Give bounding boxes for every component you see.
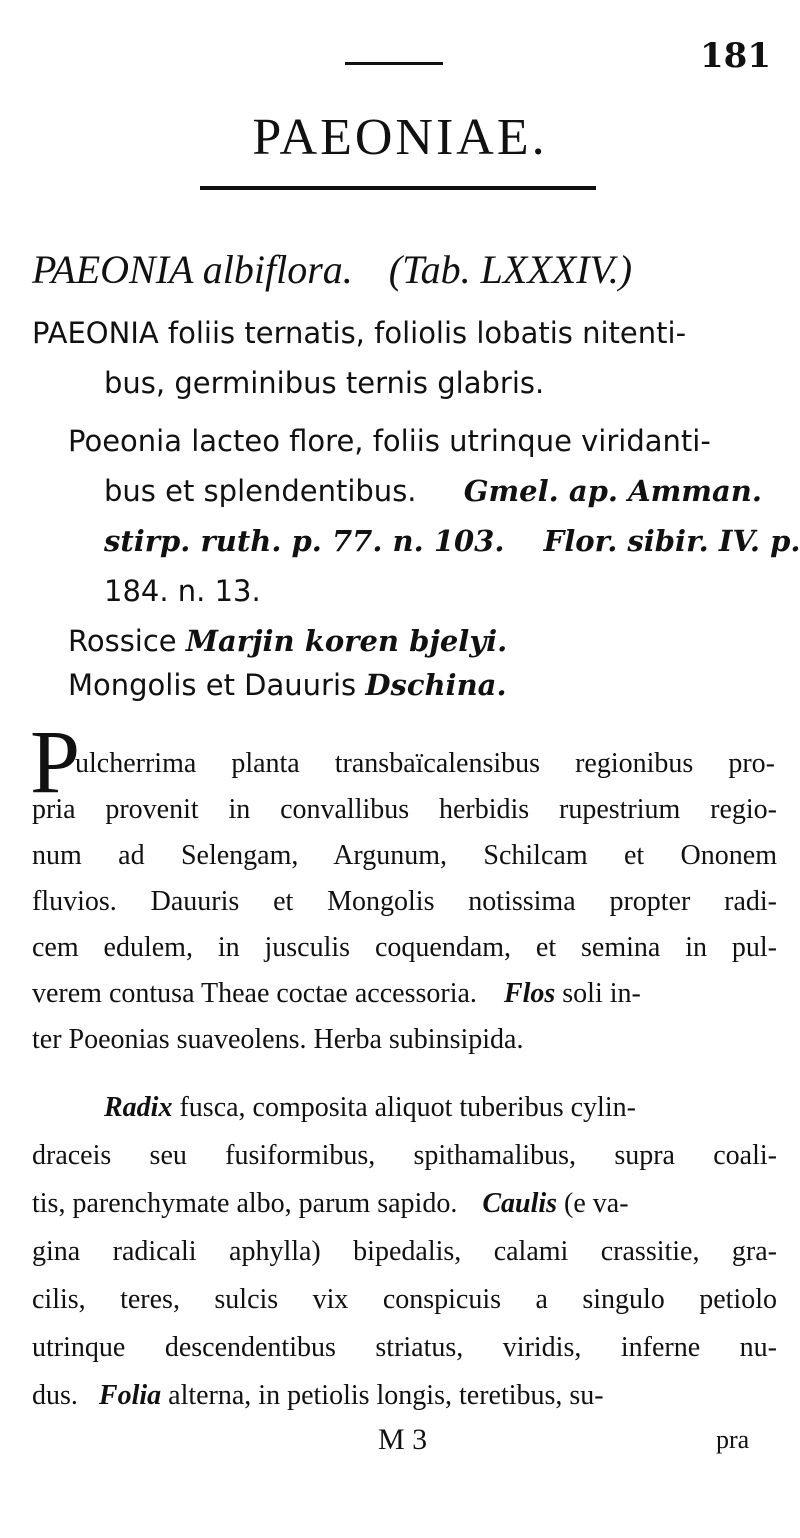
synonym-mongolian-name: Dschina.: [365, 668, 507, 702]
table-reference: (Tab. LXXXIV.): [388, 247, 633, 292]
synonym-1-reference-3: Flor. sibir. IV. p.: [543, 524, 800, 558]
flos-term: Flos: [503, 978, 556, 1009]
synonym-russian-label: Rossice: [68, 624, 177, 658]
page-number: 181: [700, 36, 771, 76]
caulis-term: Caulis: [482, 1188, 558, 1219]
paragraph-1-line-4: fluvios. Dauuris et Mongolis notissima propter radi-: [32, 886, 777, 917]
paragraph-1-line-6-tail: soli in-: [562, 978, 641, 1009]
species-name: PAEONIA albiflora.: [32, 247, 353, 292]
synonym-1-line-4: 184. n. 13.: [104, 574, 261, 608]
synonym-1-line-3: [104, 516, 800, 566]
paragraph-2-line-4: gina radicali aphylla) bipedalis, calami crassitie, gra-: [32, 1236, 777, 1267]
paragraph-2-line-1-text: fusca, composita aliquot tuberibus cylin-: [179, 1092, 636, 1123]
paragraph-2-line-7-end: alterna, in petiolis longis, teretibus, su-: [168, 1380, 604, 1411]
paragraph-2-line-7-start: dus.: [32, 1380, 78, 1411]
synonym-1-reference-2: stirp. ruth. p. 77. n. 103.: [104, 524, 505, 558]
paragraph-2-line-3-start: tis, parenchymate albo, parum sapido.: [32, 1188, 458, 1219]
paragraph-1-line-2: pria provenit in convallibus herbidis rupestrium regio-: [32, 794, 777, 825]
synonym-russian-name: Marjin koren bjelyi.: [185, 624, 508, 658]
radix-term: Radix: [104, 1092, 173, 1123]
paragraph-2-line-2: draceis seu fusiformibus, spithamalibus, supra coali-: [32, 1140, 777, 1171]
paragraph-1-line-6: [32, 972, 777, 1016]
paragraph-2-line-1: [104, 1086, 776, 1130]
paragraph-2-line-3-end: (e va-: [564, 1188, 629, 1219]
synonym-1-line-1: Poeonia lacteo flore, foliis utrinque viridanti-: [68, 424, 711, 458]
title-rule: [200, 186, 596, 190]
paragraph-2-line-6: utrinque descendentibus striatus, viridis, inferne nu-: [32, 1332, 777, 1363]
species-heading: [32, 246, 782, 294]
paragraph-2-line-3: [32, 1182, 777, 1226]
paragraph-2-line-5: cilis, teres, sulcis vix conspicuis a singulo petiolo: [32, 1284, 777, 1315]
paragraph-1-line-5: cem edulem, in jusculis coquendam, et semina in pul-: [32, 932, 777, 963]
top-rule: [345, 62, 443, 65]
signature-mark: M 3: [378, 1423, 428, 1456]
paragraph-2-line-7: [32, 1374, 777, 1418]
synonym-mongolian-label: Mongolis et Dauuris: [68, 668, 357, 702]
page-title: PAEONIAE.: [252, 109, 548, 166]
paragraph-1-line-6-text: verem contusa Theae coctae accessoria.: [32, 978, 477, 1009]
synonym-1-text: bus et splendentibus.: [104, 474, 417, 508]
paragraph-1-line-7: ter Poeonias suaveolens. Herba subinsipida.: [32, 1024, 524, 1055]
paragraph-1-line-1: ulcherrima planta transbaïcalensibus regionibus pro-: [75, 748, 775, 779]
folia-term: Folia: [98, 1380, 162, 1411]
catchword: pra: [716, 1425, 750, 1454]
synonym-mongolian: [68, 660, 788, 710]
synonym-1-line-2: [104, 466, 794, 516]
synonym-russian: [68, 616, 788, 666]
paragraph-1-line-3: num ad Selengam, Argunum, Schilcam et Ononem: [32, 840, 777, 871]
diagnosis-line-2: bus, germinibus ternis glabris.: [104, 366, 545, 400]
diagnosis-line-1: PAEONIA foliis ternatis, foliolis lobatis nitenti-: [32, 316, 687, 350]
synonym-1-reference: Gmel. ap. Amman.: [463, 474, 762, 508]
drop-cap: P: [30, 713, 81, 812]
